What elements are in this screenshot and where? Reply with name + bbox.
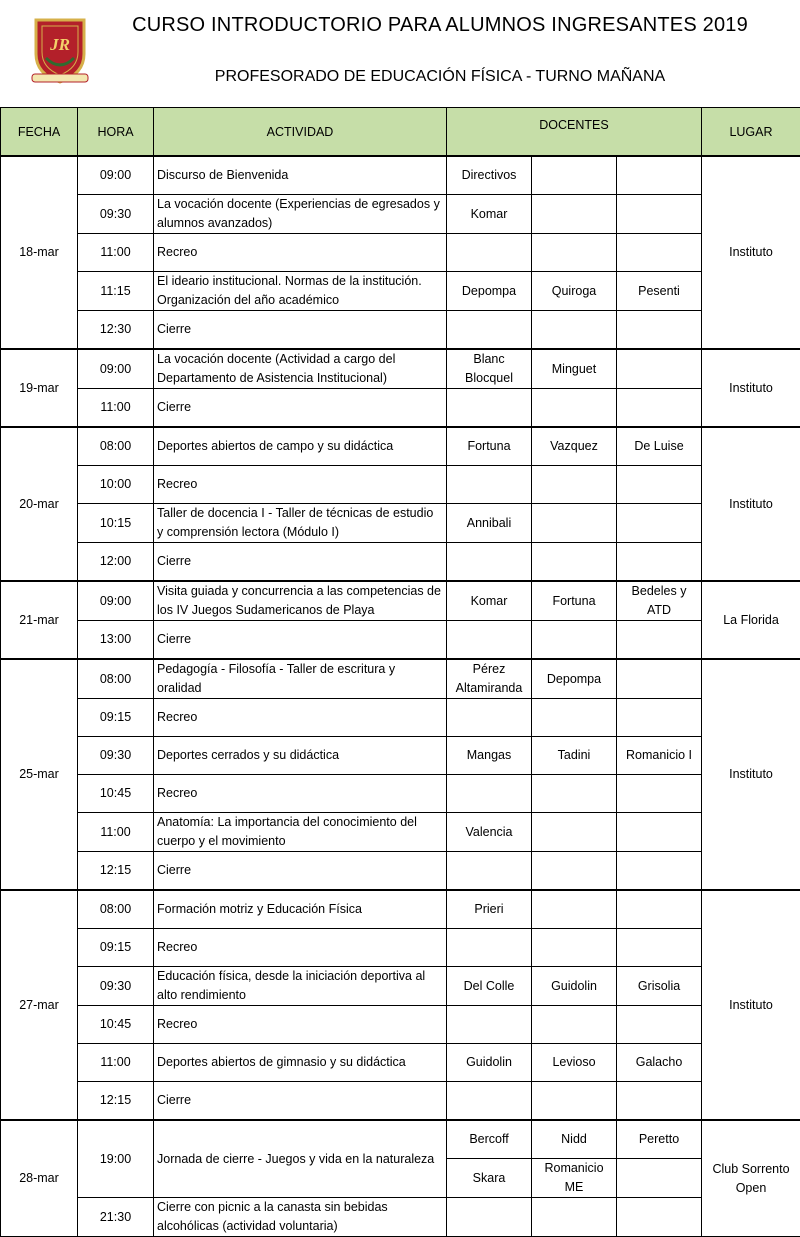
teacher-cell-3 xyxy=(617,195,702,234)
time-cell: 08:00 xyxy=(78,659,154,699)
activity-cell: Cierre xyxy=(154,543,447,582)
table-row xyxy=(1,659,800,699)
time-cell: 10:45 xyxy=(78,775,154,813)
teacher-cell-1 xyxy=(447,1006,532,1044)
teacher-cell-1: Skara xyxy=(447,1159,532,1198)
schedule-body xyxy=(1,156,800,1237)
time-cell: 08:00 xyxy=(78,427,154,466)
teacher-cell-1 xyxy=(447,466,532,504)
teacher-cell-1: Valencia xyxy=(447,813,532,852)
column-header-lugar: LUGAR xyxy=(702,108,800,157)
time-cell: 09:30 xyxy=(78,195,154,234)
table-header-row xyxy=(1,108,800,157)
time-cell: 09:00 xyxy=(78,349,154,389)
activity-cell: Visita guiada y concurrencia a las competencias de los IV Juegos Sudamericanos de Playa xyxy=(154,581,447,621)
time-cell: 12:30 xyxy=(78,311,154,350)
table-row xyxy=(1,427,800,466)
time-cell: 12:15 xyxy=(78,852,154,891)
teacher-cell-2 xyxy=(532,1006,617,1044)
teacher-cell-3 xyxy=(617,890,702,929)
teacher-cell-3 xyxy=(617,659,702,699)
teacher-cell-3 xyxy=(617,156,702,195)
teacher-cell-3 xyxy=(617,466,702,504)
table-row xyxy=(1,813,800,852)
teacher-cell-2: Nidd xyxy=(532,1120,617,1159)
activity-cell: Educación física, desde la iniciación deportiva al alto rendimiento xyxy=(154,967,447,1006)
teacher-cell-2: Tadini xyxy=(532,737,617,775)
table-row xyxy=(1,967,800,1006)
date-cell: 28-mar xyxy=(1,1120,78,1237)
table-row xyxy=(1,581,800,621)
page-title: CURSO INTRODUCTORIO PARA ALUMNOS INGRESANTES 2019 xyxy=(110,14,770,37)
activity-cell: Deportes cerrados y su didáctica xyxy=(154,737,447,775)
table-row xyxy=(1,737,800,775)
teacher-cell-3 xyxy=(617,852,702,891)
table-row xyxy=(1,1044,800,1082)
activity-cell: Cierre xyxy=(154,852,447,891)
time-cell: 09:00 xyxy=(78,156,154,195)
teacher-cell-3 xyxy=(617,349,702,389)
time-cell: 10:15 xyxy=(78,504,154,543)
teacher-cell-1 xyxy=(447,929,532,967)
teacher-cell-3 xyxy=(617,543,702,582)
table-row xyxy=(1,1006,800,1044)
teacher-cell-3: Peretto xyxy=(617,1120,702,1159)
teacher-cell-3 xyxy=(617,775,702,813)
time-cell: 11:00 xyxy=(78,234,154,272)
table-row xyxy=(1,234,800,272)
time-cell: 21:30 xyxy=(78,1198,154,1237)
teacher-cell-3: Romanicio I xyxy=(617,737,702,775)
teacher-cell-3 xyxy=(617,1159,702,1198)
activity-cell: Recreo xyxy=(154,929,447,967)
teacher-cell-1: Fortuna xyxy=(447,427,532,466)
teacher-cell-2 xyxy=(532,311,617,350)
teacher-cell-3 xyxy=(617,929,702,967)
teacher-cell-3 xyxy=(617,813,702,852)
teacher-cell-2 xyxy=(532,890,617,929)
teacher-cell-1: Directivos xyxy=(447,156,532,195)
teacher-cell-2 xyxy=(532,929,617,967)
activity-cell: La vocación docente (Actividad a cargo del Departamento de Asistencia Institucional) xyxy=(154,349,447,389)
time-cell: 13:00 xyxy=(78,621,154,660)
table-row xyxy=(1,1082,800,1121)
teacher-cell-3: De Luise xyxy=(617,427,702,466)
teacher-cell-1: Blanc Blocquel xyxy=(447,349,532,389)
teacher-cell-1 xyxy=(447,543,532,582)
teacher-cell-3: Grisolia xyxy=(617,967,702,1006)
teacher-cell-1: Depompa xyxy=(447,272,532,311)
activity-cell: Recreo xyxy=(154,699,447,737)
teacher-cell-3: Galacho xyxy=(617,1044,702,1082)
teacher-cell-1: Mangas xyxy=(447,737,532,775)
teacher-cell-2: Depompa xyxy=(532,659,617,699)
teacher-cell-3 xyxy=(617,504,702,543)
teacher-cell-2 xyxy=(532,504,617,543)
teacher-cell-3 xyxy=(617,621,702,660)
time-cell: 19:00 xyxy=(78,1120,154,1198)
teacher-cell-1 xyxy=(447,699,532,737)
activity-cell: El ideario institucional. Normas de la institución. Organización del año académico xyxy=(154,272,447,311)
teacher-cell-1: Prieri xyxy=(447,890,532,929)
teacher-cell-2 xyxy=(532,543,617,582)
table-row xyxy=(1,349,800,389)
teacher-cell-1: Guidolin xyxy=(447,1044,532,1082)
teacher-cell-3 xyxy=(617,1198,702,1237)
activity-cell: Recreo xyxy=(154,775,447,813)
table-row xyxy=(1,272,800,311)
teacher-cell-1 xyxy=(447,234,532,272)
teacher-cell-1 xyxy=(447,1082,532,1121)
column-header-hora: HORA xyxy=(78,108,154,157)
date-cell: 18-mar xyxy=(1,156,78,349)
table-row xyxy=(1,852,800,891)
time-cell: 09:30 xyxy=(78,967,154,1006)
place-cell: Instituto xyxy=(702,659,800,890)
teacher-cell-2 xyxy=(532,1082,617,1121)
activity-cell: Recreo xyxy=(154,466,447,504)
table-row xyxy=(1,311,800,350)
time-cell: 09:30 xyxy=(78,737,154,775)
teacher-cell-1 xyxy=(447,775,532,813)
teacher-cell-2: Levioso xyxy=(532,1044,617,1082)
table-row xyxy=(1,890,800,929)
page-subtitle: PROFESORADO DE EDUCACIÓN FÍSICA - TURNO MAÑANA xyxy=(110,68,770,86)
place-cell: Instituto xyxy=(702,349,800,427)
time-cell: 09:15 xyxy=(78,929,154,967)
activity-cell: Jornada de cierre - Juegos y vida en la naturaleza xyxy=(154,1120,447,1198)
time-cell: 09:15 xyxy=(78,699,154,737)
time-cell: 10:00 xyxy=(78,466,154,504)
date-cell: 25-mar xyxy=(1,659,78,890)
time-cell: 11:00 xyxy=(78,813,154,852)
place-cell: Instituto xyxy=(702,156,800,349)
teacher-cell-1 xyxy=(447,852,532,891)
teacher-cell-2: Fortuna xyxy=(532,581,617,621)
logo-monogram: JR xyxy=(49,35,70,54)
date-cell: 19-mar xyxy=(1,349,78,427)
table-row xyxy=(1,156,800,195)
activity-cell: Taller de docencia I - Taller de técnicas de estudio y comprensión lectora (Módulo I) xyxy=(154,504,447,543)
column-header-fecha: FECHA xyxy=(1,108,78,157)
table-row xyxy=(1,389,800,428)
activity-cell: Deportes abiertos de gimnasio y su didáctica xyxy=(154,1044,447,1082)
teacher-cell-2: Minguet xyxy=(532,349,617,389)
teacher-cell-1 xyxy=(447,621,532,660)
teacher-cell-1: Annibali xyxy=(447,504,532,543)
teacher-cell-2 xyxy=(532,195,617,234)
school-crest-logo xyxy=(28,14,92,86)
place-cell: La Florida xyxy=(702,581,800,659)
table-row xyxy=(1,1120,800,1159)
teacher-cell-2 xyxy=(532,852,617,891)
teacher-cell-1: Del Colle xyxy=(447,967,532,1006)
teacher-cell-3 xyxy=(617,311,702,350)
teacher-cell-2 xyxy=(532,1198,617,1237)
activity-cell: Recreo xyxy=(154,1006,447,1044)
teacher-cell-2 xyxy=(532,813,617,852)
column-header-docentes: DOCENTES xyxy=(447,108,702,157)
time-cell: 11:15 xyxy=(78,272,154,311)
teacher-cell-2 xyxy=(532,156,617,195)
place-cell: Club Sorrento Open xyxy=(702,1120,800,1237)
activity-cell: Cierre xyxy=(154,389,447,428)
time-cell: 12:15 xyxy=(78,1082,154,1121)
activity-cell: Pedagogía - Filosofía - Taller de escritura y oralidad xyxy=(154,659,447,699)
teacher-cell-2 xyxy=(532,621,617,660)
table-row xyxy=(1,543,800,582)
schedule-table xyxy=(0,107,800,1237)
date-cell: 27-mar xyxy=(1,890,78,1120)
teacher-cell-1: Komar xyxy=(447,195,532,234)
time-cell: 12:00 xyxy=(78,543,154,582)
teacher-cell-3 xyxy=(617,1006,702,1044)
table-row xyxy=(1,775,800,813)
teacher-cell-2 xyxy=(532,775,617,813)
teacher-cell-2: Guidolin xyxy=(532,967,617,1006)
table-row xyxy=(1,699,800,737)
teacher-cell-3: Bedeles y ATD xyxy=(617,581,702,621)
teacher-cell-1: Komar xyxy=(447,581,532,621)
page-header xyxy=(0,0,800,107)
table-row xyxy=(1,1198,800,1237)
place-cell: Instituto xyxy=(702,427,800,581)
teacher-cell-1: Pérez Altamiranda xyxy=(447,659,532,699)
teacher-cell-2 xyxy=(532,234,617,272)
teacher-cell-3 xyxy=(617,234,702,272)
teacher-cell-2: Vazquez xyxy=(532,427,617,466)
activity-cell: La vocación docente (Experiencias de egresados y alumnos avanzados) xyxy=(154,195,447,234)
activity-cell: Cierre con picnic a la canasta sin bebidas alcohólicas (actividad voluntaria) xyxy=(154,1198,447,1237)
activity-cell: Cierre xyxy=(154,311,447,350)
teacher-cell-1 xyxy=(447,389,532,428)
teacher-cell-3 xyxy=(617,699,702,737)
activity-cell: Formación motriz y Educación Física xyxy=(154,890,447,929)
table-row xyxy=(1,195,800,234)
activity-cell: Discurso de Bienvenida xyxy=(154,156,447,195)
date-cell: 20-mar xyxy=(1,427,78,581)
teacher-cell-3 xyxy=(617,389,702,428)
time-cell: 11:00 xyxy=(78,1044,154,1082)
table-row xyxy=(1,504,800,543)
time-cell: 11:00 xyxy=(78,389,154,428)
teacher-cell-2 xyxy=(532,699,617,737)
table-row xyxy=(1,621,800,660)
table-row xyxy=(1,929,800,967)
date-cell: 21-mar xyxy=(1,581,78,659)
time-cell: 08:00 xyxy=(78,890,154,929)
column-header-actividad: ACTIVIDAD xyxy=(154,108,447,157)
activity-cell: Deportes abiertos de campo y su didáctica xyxy=(154,427,447,466)
teacher-cell-1 xyxy=(447,311,532,350)
time-cell: 09:00 xyxy=(78,581,154,621)
teacher-cell-2: Romanicio ME xyxy=(532,1159,617,1198)
table-row xyxy=(1,466,800,504)
activity-cell: Recreo xyxy=(154,234,447,272)
activity-cell: Anatomía: La importancia del conocimiento del cuerpo y el movimiento xyxy=(154,813,447,852)
place-cell: Instituto xyxy=(702,890,800,1120)
teacher-cell-2 xyxy=(532,466,617,504)
teacher-cell-1 xyxy=(447,1198,532,1237)
teacher-cell-3 xyxy=(617,1082,702,1121)
activity-cell: Cierre xyxy=(154,621,447,660)
teacher-cell-3: Pesenti xyxy=(617,272,702,311)
activity-cell: Cierre xyxy=(154,1082,447,1121)
teacher-cell-2 xyxy=(532,389,617,428)
teacher-cell-1: Bercoff xyxy=(447,1120,532,1159)
teacher-cell-2: Quiroga xyxy=(532,272,617,311)
time-cell: 10:45 xyxy=(78,1006,154,1044)
